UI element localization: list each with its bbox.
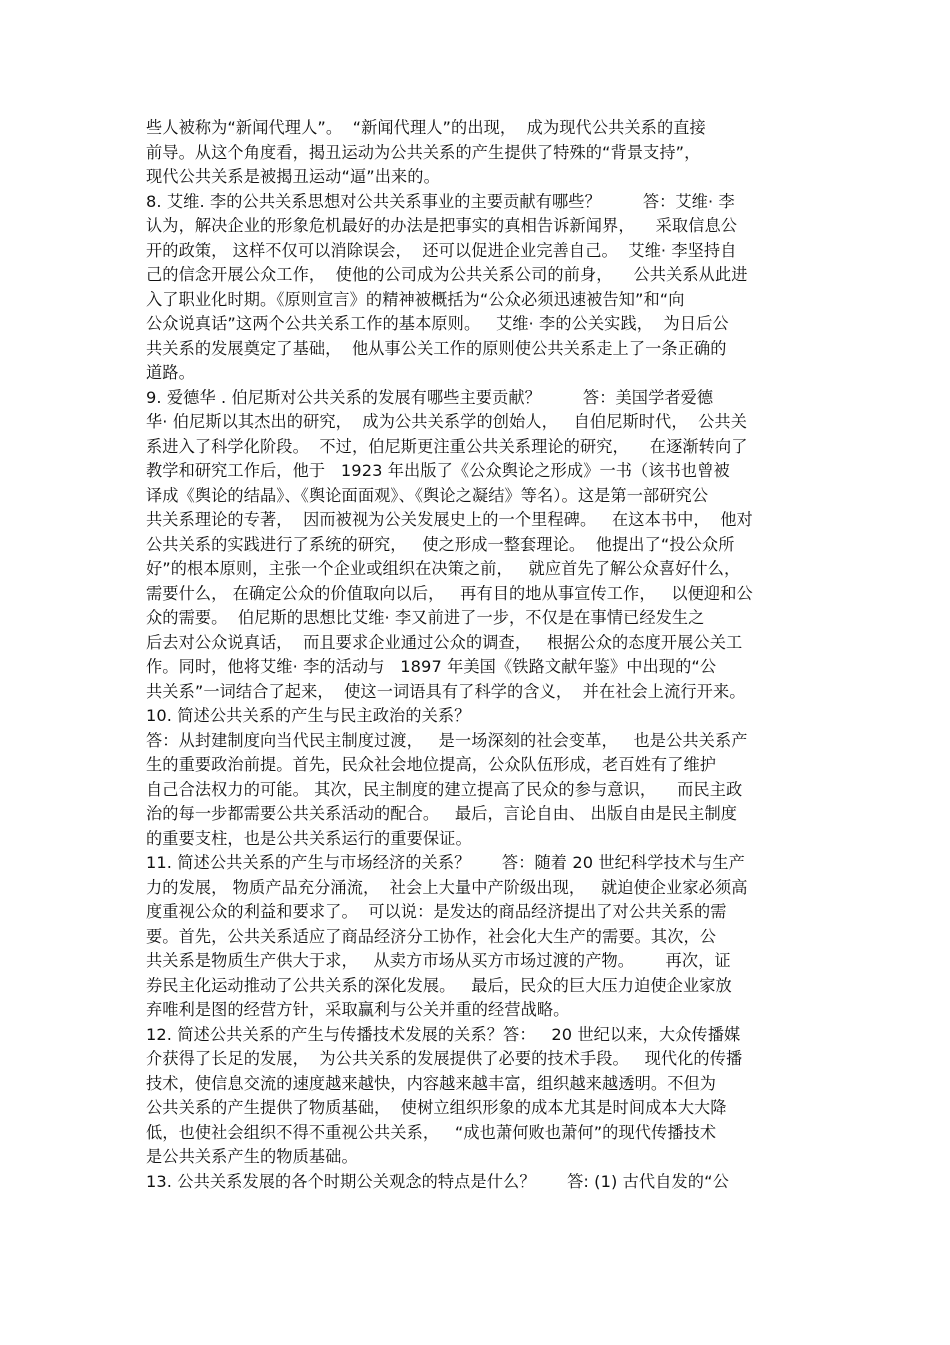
text-line: 介获得了长足的发展， 为公共关系的发展提供了必要的技术手段。 现代化的传播 bbox=[146, 1049, 743, 1068]
text-line: 后去对公众说真话， 而且要求企业通过公众的调查， 根据公众的态度开展公关工 bbox=[146, 632, 743, 652]
text-line: 系进入了科学化阶段。 不过，伯尼斯更注重公共关系理论的研究， 在逐渐转向了 bbox=[146, 436, 748, 456]
question-12-line: 12. 简述公共关系的产生与传播技术发展的关系？答： 20 世纪以来，大众传播媒 bbox=[146, 1024, 741, 1044]
text-line: 译成《舆论的结晶》、《舆论面面观》、《舆论之凝结》等名）。这是第一部研究公 bbox=[146, 485, 709, 505]
text-line: 技术，使信息交流的速度越来越快，内容越来越丰富，组织越来越透明。不但为 bbox=[146, 1073, 717, 1093]
text-line: 共关系理论的专著， 因而被视为公关发展史上的一个里程碑。 在这本书中， 他对 bbox=[146, 510, 753, 529]
text-line: 教学和研究工作后，他于 1923 年出版了《公众舆论之形成》一书（该书也曾被 bbox=[146, 461, 730, 480]
text-line: 入了职业化时期。《原则宣言》的精神被概括为“公众必须迅速被告知”和“向 bbox=[146, 289, 685, 309]
text-line: 需要什么， 在确定公众的价值取向以后， 再有目的地从事宣传工作， 以便迎和公 bbox=[146, 583, 753, 603]
text-line: 度重视公众的利益和要求了。 可以说：是发达的商品经济提出了对公共关系的需 bbox=[146, 902, 727, 921]
text-line: 自己合法权力的可能。 其次，民主制度的建立提高了民众的参与意识， 而民主政 bbox=[146, 779, 743, 799]
text-line: 前导。从这个角度看，揭丑运动为公共关系的产生提供了特殊的“背景支持”， bbox=[146, 142, 701, 162]
text-line: 公共关系的实践进行了系统的研究， 使之形成一整套理论。 他提出了“投公众所 bbox=[146, 534, 735, 554]
text-line: 认为，解决企业的形象危机最好的办法是把事实的真相告诉新闻界， 采取信息公 bbox=[146, 216, 738, 235]
text-line: 己的信念开展公众工作， 使他的公司成为公共关系公司的前身， 公共关系从此进 bbox=[146, 265, 748, 284]
text-line: 券民主化运动推动了公共关系的深化发展。 最后，民众的巨大压力迫使企业家放 bbox=[146, 975, 732, 995]
text-line: 共关系”一词结合了起来， 使这一词语具有了科学的含义， 并在社会上流行开来。 bbox=[146, 681, 746, 701]
text-line: 弃唯利是图的经营方针，采取赢利与公关并重的经营战略。 bbox=[146, 1000, 570, 1019]
text-line: 道路。 bbox=[146, 363, 195, 382]
text-line: 作。同时，他将艾维· 李的活动与 1897 年美国《铁路文献年鉴》中出现的“公 bbox=[146, 657, 717, 676]
text-line: 好”的根本原则，主张一个企业或组织在决策之前， 就应首先了解公众喜好什么， bbox=[146, 559, 741, 578]
text-line: 低，也使社会组织不得不重视公共关系， “成也萧何败也萧何”的现代传播技术 bbox=[146, 1122, 717, 1142]
text-line: 开的政策， 这样不仅可以消除误会， 还可以促进企业完善自己。 艾维· 李坚持自 bbox=[146, 240, 737, 260]
text-line: 共关系的发展奠定了基础， 他从事公关工作的原则使公共关系走上了一条正确的 bbox=[146, 338, 727, 358]
question-8-line: 8. 艾维. 李的公共关系思想对公共关系事业的主要贡献有哪些？ 答：艾维· 李 bbox=[146, 191, 735, 211]
text-line: 生的重要政治前提。首先，民众社会地位提高，公众队伍形成，老百姓有了维护 bbox=[146, 755, 717, 774]
text-line: 公共关系的产生提供了物质基础， 使树立组织形象的成本尤其是时间成本大大降 bbox=[146, 1098, 727, 1117]
text-line: 治的每一步都需要公共关系活动的配合。 最后，言论自由、 出版自由是民主制度 bbox=[146, 804, 738, 823]
text-line: 共关系是物质生产供大于求， 从卖方市场从买方市场过渡的产物。 再次，证 bbox=[146, 951, 731, 970]
text-line: 答：从封建制度向当代民主制度过渡， 是一场深刻的社会变革， 也是公共关系产 bbox=[146, 730, 748, 750]
question-13-line: 13. 公共关系发展的各个时期公关观念的特点是什么？ 答: (1) 古代自发的“公 bbox=[146, 1171, 729, 1191]
text-line: 力的发展， 物质产品充分涌流， 社会上大量中产阶级出现， 就迫使企业家必须高 bbox=[146, 877, 748, 897]
text-line: 华· 伯尼斯以其杰出的研究， 成为公共关系学的创始人， 自伯尼斯时代， 公共关 bbox=[146, 412, 747, 431]
text-line: 的重要支柱，也是公共关系运行的重要保证。 bbox=[146, 828, 472, 848]
text-line: 公众说真话”这两个公共关系工作的基本原则。 艾维· 李的公关实践， 为日后公 bbox=[146, 314, 729, 333]
question-9-line: 9. 爱德华 . 伯尼斯对公共关系的发展有哪些主要贡献？ 答：美国学者爱德 bbox=[146, 387, 714, 407]
text-line: 众的需要。 伯尼斯的思想比艾维· 李又前进了一步，不仅是在事情已经发生之 bbox=[146, 608, 705, 627]
question-11-line: 11. 简述公共关系的产生与市场经济的关系？ 答：随着 20 世纪科学技术与生产 bbox=[146, 853, 745, 872]
question-10-line: 10. 简述公共关系的产生与民主政治的关系？ bbox=[146, 706, 471, 725]
body-text bbox=[146, 116, 806, 1194]
text-line: 是公共关系产生的物质基础。 bbox=[146, 1147, 358, 1166]
text-line: 要。首先，公共关系适应了商品经济分工协作，社会化大生产的需要。其次，公 bbox=[146, 926, 717, 946]
text-line: 些人被称为“新闻代理人”。 “新闻代理人”的出现， 成为现代公共关系的直接 bbox=[146, 118, 706, 137]
text-line: 现代公共关系是被揭丑运动“逼”出来的。 bbox=[146, 167, 440, 186]
